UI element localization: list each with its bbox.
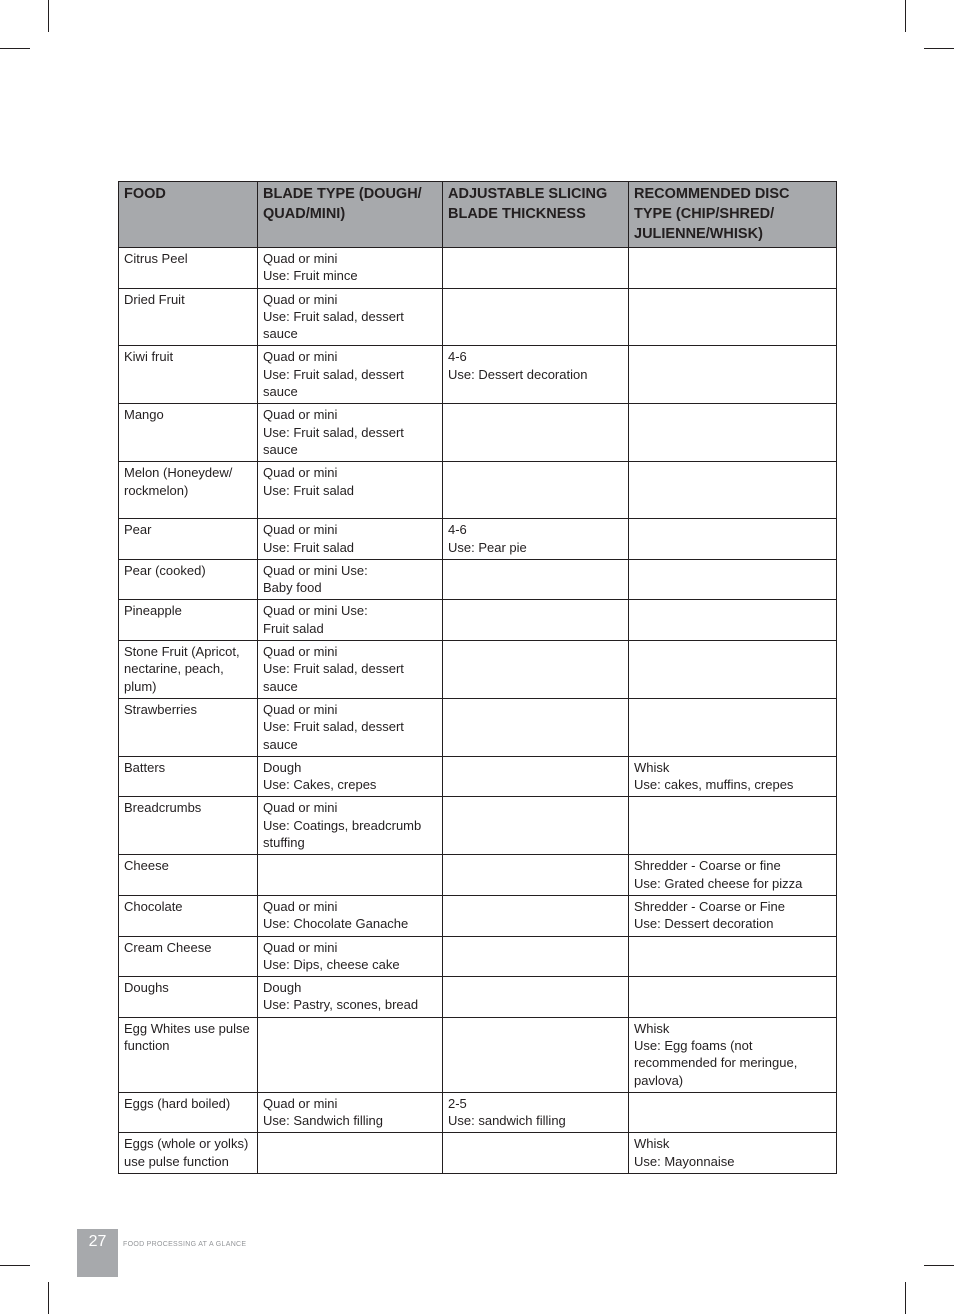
cell-line: Whisk — [634, 759, 670, 775]
cell-line: Quad or mini — [263, 251, 338, 266]
cell-slicing-thickness — [443, 1133, 629, 1174]
cell-line: Shredder - Coarse or Fine — [634, 898, 786, 914]
crop-mark — [48, 1282, 49, 1314]
table-row — [119, 936, 837, 977]
cell-slicing-thickness — [443, 698, 629, 756]
cell-line: Quad or mini Use: — [263, 562, 368, 578]
cell-line: Use: Fruit salad, dessert sauce — [263, 366, 408, 400]
cell-slicing-thickness — [443, 1092, 629, 1133]
cell-food: Egg Whites use pulse function — [119, 1017, 258, 1092]
cell-line: Use: Dessert decoration — [448, 366, 588, 382]
cell-blade-type — [258, 462, 443, 519]
cell-line: Use: Grated cheese for pizza — [634, 875, 803, 891]
cell-line: Quad or mini — [263, 939, 338, 955]
cell-slicing-thickness — [443, 600, 629, 641]
cell-disc-type — [629, 346, 837, 404]
cell-food: Pear — [119, 519, 258, 560]
cell-slicing-thickness — [443, 248, 629, 289]
crop-mark — [48, 0, 49, 32]
cell-disc-type — [629, 559, 837, 600]
cell-line: Quad or mini — [263, 1095, 338, 1111]
cell-line: 4-6 — [448, 349, 467, 365]
cell-slicing-thickness — [443, 936, 629, 977]
table-row — [119, 519, 837, 560]
cell-line: Quad or mini — [263, 349, 338, 365]
cell-disc-type — [629, 519, 837, 560]
crop-mark — [0, 48, 30, 49]
cell-disc-type — [629, 756, 837, 797]
cell-blade-type — [258, 756, 443, 797]
table-row — [119, 641, 837, 699]
cell-line: Use: Dessert decoration — [634, 916, 774, 932]
cell-food: Pear (cooked) — [119, 559, 258, 600]
cell-blade-type — [258, 600, 443, 641]
cell-food: Pineapple — [119, 600, 258, 641]
cell-slicing-thickness — [443, 462, 629, 519]
cell-line: Use: Dips, cheese cake — [263, 956, 400, 972]
cell-line: Use: Fruit mince — [263, 268, 358, 284]
cell-blade-type — [258, 855, 443, 896]
cell-food: Chocolate — [119, 895, 258, 936]
cell-food: Cheese — [119, 855, 258, 896]
cell-line: Use: Coatings, breadcrumb stuffing — [263, 817, 425, 851]
crop-mark — [924, 48, 954, 49]
table-row — [119, 698, 837, 756]
cell-food: Dried Fruit — [119, 288, 258, 346]
cell-blade-type — [258, 1133, 443, 1174]
table-row — [119, 404, 837, 462]
cell-disc-type — [629, 1017, 837, 1092]
cell-line: Quad or mini — [263, 701, 338, 717]
table-row — [119, 855, 837, 896]
cell-slicing-thickness — [443, 641, 629, 699]
cell-blade-type — [258, 797, 443, 855]
cell-disc-type — [629, 1133, 837, 1174]
table-row — [119, 797, 837, 855]
cell-line: Use: Cakes, crepes — [263, 777, 377, 793]
cell-disc-type — [629, 1092, 837, 1133]
cell-disc-type — [629, 404, 837, 462]
cell-blade-type — [258, 1017, 443, 1092]
cell-food: Strawberries — [119, 698, 258, 756]
cell-disc-type — [629, 977, 837, 1018]
cell-disc-type — [629, 600, 837, 641]
cell-line: Use: Fruit salad, dessert sauce — [263, 308, 408, 342]
cell-blade-type — [258, 977, 443, 1018]
footer-section-title: FOOD PROCESSING AT A GLANCE — [123, 1241, 247, 1248]
cell-blade-type — [258, 559, 443, 600]
table-row — [119, 977, 837, 1018]
cell-line: Fruit salad — [263, 620, 324, 636]
cell-line: Dough — [263, 759, 302, 775]
cell-slicing-thickness — [443, 797, 629, 855]
page-number: 27 — [88, 1233, 107, 1250]
cell-slicing-thickness — [443, 1017, 629, 1092]
cell-food: Citrus Peel — [119, 248, 258, 289]
cell-line: Whisk — [634, 1136, 670, 1152]
cell-line: Use: Fruit salad, dessert sauce — [263, 661, 408, 694]
food-processing-table — [118, 181, 837, 1174]
cell-blade-type — [258, 1092, 443, 1133]
cell-blade-type — [258, 698, 443, 756]
cell-line: Use: Fruit salad — [263, 482, 355, 498]
cell-line: Use: cakes, muffins, crepes — [634, 777, 794, 793]
crop-mark — [0, 1265, 30, 1266]
table-row — [119, 895, 837, 936]
table-row — [119, 559, 837, 600]
cell-line: Use: Mayonnaise — [634, 1153, 735, 1169]
cell-food: Melon (Honeydew/ rockmelon) — [119, 462, 258, 519]
cell-food: Batters — [119, 756, 258, 797]
cell-food: Doughs — [119, 977, 258, 1018]
cell-slicing-thickness — [443, 559, 629, 600]
cell-slicing-thickness — [443, 519, 629, 560]
table-row — [119, 756, 837, 797]
cell-line: Quad or mini — [263, 800, 338, 816]
table-row — [119, 1017, 837, 1092]
cell-disc-type — [629, 855, 837, 896]
cell-food: Cream Cheese — [119, 936, 258, 977]
cell-slicing-thickness — [443, 895, 629, 936]
table-row — [119, 248, 837, 289]
cell-line: 2-5 — [448, 1095, 467, 1111]
cell-blade-type — [258, 641, 443, 699]
table-header-row — [119, 182, 837, 248]
header-slicing-thickness: ADJUSTABLE SLICING BLADE THICKNESS — [443, 182, 629, 248]
cell-disc-type — [629, 936, 837, 977]
cell-food: Eggs (whole or yolks) use pulse function — [119, 1133, 258, 1174]
cell-disc-type — [629, 698, 837, 756]
table-row — [119, 288, 837, 346]
cell-line: Use: Sandwich filling — [263, 1113, 383, 1129]
table-row — [119, 1092, 837, 1133]
cell-line: Shredder - Coarse or fine — [634, 858, 781, 874]
table-row — [119, 600, 837, 641]
cell-line: Quad or mini — [263, 465, 338, 481]
cell-line: Quad or mini Use: — [263, 603, 368, 619]
cell-line: Quad or mini — [263, 291, 338, 307]
crop-mark — [905, 1282, 906, 1314]
table-row — [119, 462, 837, 519]
cell-line: 4-6 — [448, 522, 467, 538]
header-food: FOOD — [119, 182, 258, 248]
page-number-box — [77, 1229, 118, 1277]
cell-blade-type — [258, 288, 443, 346]
cell-disc-type — [629, 641, 837, 699]
cell-line: Use: Chocolate Ganache — [263, 916, 409, 932]
cell-slicing-thickness — [443, 288, 629, 346]
cell-line: Quad or mini — [263, 898, 338, 914]
cell-slicing-thickness — [443, 855, 629, 896]
cell-line: Use: Pear pie — [448, 539, 527, 555]
cell-line: Use: Pastry, scones, bread — [263, 997, 419, 1013]
header-disc-type: RECOMMENDED DISC TYPE (CHIP/SHRED/ JULIENNE/WHISK) — [629, 182, 837, 248]
cell-food: Mango — [119, 404, 258, 462]
cell-disc-type — [629, 462, 837, 519]
header-blade-type: BLADE TYPE (DOUGH/ QUAD/MINI) — [258, 182, 443, 248]
cell-blade-type — [258, 404, 443, 462]
cell-line: Quad or mini — [263, 644, 338, 660]
cell-slicing-thickness — [443, 346, 629, 404]
cell-line: Use: Fruit salad — [263, 539, 355, 555]
cell-disc-type — [629, 797, 837, 855]
cell-line: Use: Egg foams (not recommended for meringue, pavlova) — [634, 1037, 801, 1088]
crop-mark — [924, 1265, 954, 1266]
cell-disc-type — [629, 895, 837, 936]
cell-food: Eggs (hard boiled) — [119, 1092, 258, 1133]
cell-line: Quad or mini — [263, 522, 338, 538]
cell-line: Use: Fruit salad, dessert sauce — [263, 424, 408, 457]
cell-slicing-thickness — [443, 977, 629, 1018]
cell-blade-type — [258, 519, 443, 560]
cell-blade-type — [258, 346, 443, 404]
table-row — [119, 346, 837, 404]
cell-line: Use: sandwich filling — [448, 1113, 566, 1129]
cell-line: Quad or mini — [263, 407, 338, 423]
cell-line: Dough — [263, 980, 302, 996]
cell-slicing-thickness — [443, 756, 629, 797]
cell-blade-type — [258, 248, 443, 289]
table-body — [119, 248, 837, 1174]
cell-blade-type — [258, 895, 443, 936]
cell-food: Stone Fruit (Apricot, nectarine, peach, plum) — [119, 641, 258, 699]
cell-food: Kiwi fruit — [119, 346, 258, 404]
cell-line: Whisk — [634, 1020, 670, 1036]
table-row — [119, 1133, 837, 1174]
crop-mark — [905, 0, 906, 32]
cell-disc-type — [629, 248, 837, 289]
cell-line: Use: Fruit salad, dessert sauce — [263, 719, 408, 752]
cell-blade-type — [258, 936, 443, 977]
cell-food: Breadcrumbs — [119, 797, 258, 855]
cell-slicing-thickness — [443, 404, 629, 462]
cell-line: Baby food — [263, 580, 322, 596]
cell-disc-type — [629, 288, 837, 346]
